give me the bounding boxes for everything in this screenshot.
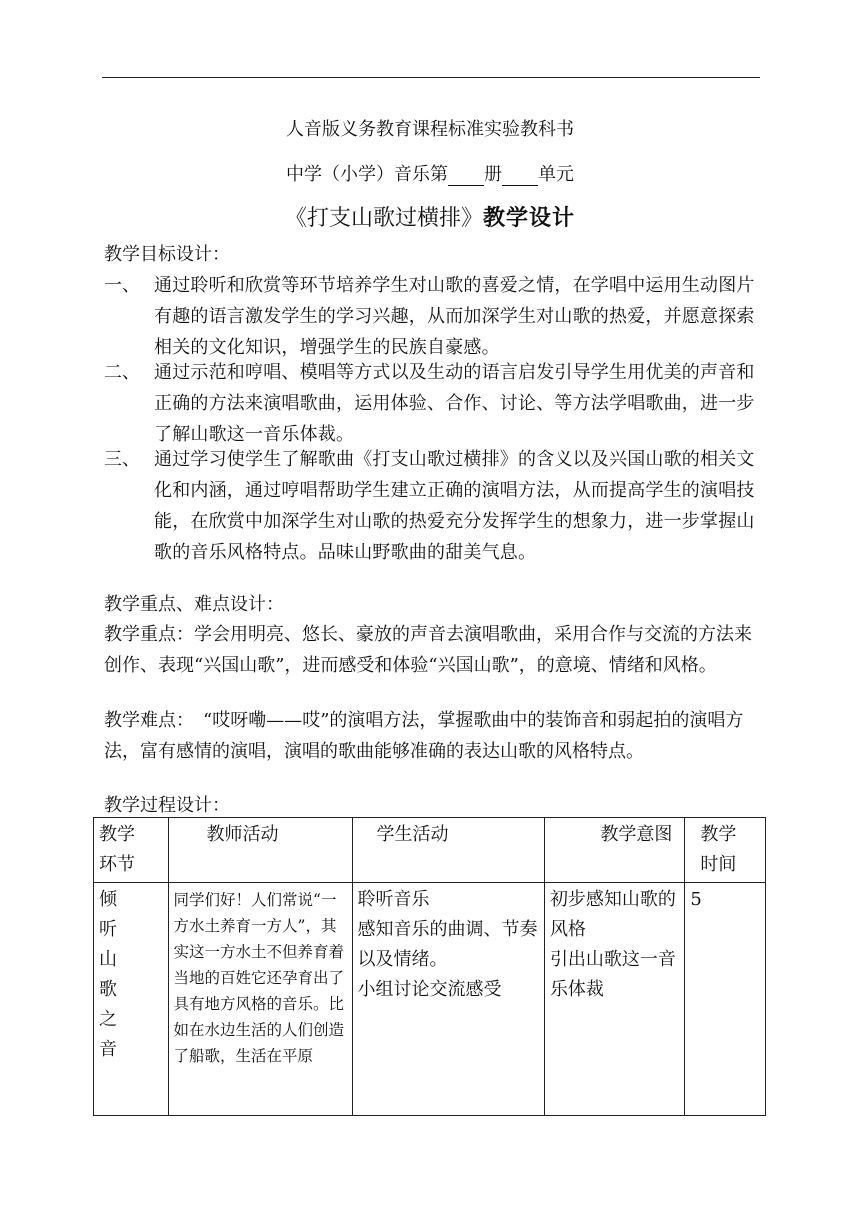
objective-text: 通过学习使学生了解歌曲《打支山歌过横排》的含义以及兴国山歌的相关文化和内涵，通过哼唱帮助学生建立正确的演唱方法，从而提高学生的演唱技能，在欣赏中加深学生对山歌的热爱充分发挥学生的想象力，进一步掌握山歌的音乐风格特点。品味山野歌曲的甜美气息。	[154, 449, 755, 563]
teaching-focus: 教学重点：学会用明亮、悠长、豪放的声音去演唱歌曲，采用合作与交流的方法来创作、表现“兴国山歌”，进而感受和体验“兴国山歌”，的意境、情绪和风格。	[104, 624, 752, 676]
process-heading: 教学过程设计：	[104, 795, 230, 816]
stage-cell	[94, 883, 169, 1116]
series-title: 人音版义务教育课程标准实验教科书	[286, 119, 574, 140]
volume-suffix: 单元	[538, 164, 574, 185]
teaching-difficulty: 教学难点： “哎呀嘞——哎”的演唱方法，掌握歌曲中的装饰音和弱起拍的演唱方法，富有感情的演唱，演唱的歌曲能够准确的表达山歌的风格特点。	[104, 710, 744, 762]
key-points-heading: 教学重点、难点设计：	[104, 594, 284, 615]
stage-text: 倾听山歌之音	[99, 889, 117, 1060]
volume-blank	[448, 167, 484, 186]
volume-mid: 册	[484, 164, 502, 185]
unit-blank	[502, 167, 538, 186]
teacher-activity-cell: 同学们好！人们常说“一方水土养育一方人”，其实这一方水土不但养育着当地的百姓它还孕育出了具有地方风格的音乐。比如在水边生活的人们创造了船歌，生活在平原	[168, 883, 352, 1116]
objective-text: 通过聆听和欣赏等环节培养学生对山歌的喜爱之情，在学唱中运用生动图片有趣的语言激发学生的学习兴趣，从而加深学生对山歌的热爱，并愿意探索相关的文化知识，增强学生的民族自豪感。	[154, 275, 755, 358]
table-header-row	[94, 818, 766, 883]
objective-item	[104, 444, 764, 568]
objective-text: 通过示范和哼唱、模唱等方式以及生动的语言启发引导学生用优美的声音和正确的方法来演唱歌曲，运用体验、合作、讨论、等方法学唱歌曲，进一步了解山歌这一音乐体裁。	[154, 362, 755, 445]
document-title	[0, 201, 860, 232]
title-suffix: 教学设计	[483, 205, 576, 231]
col-header-time: 教学时间	[685, 818, 766, 883]
col-header-intent: 教学意图	[544, 818, 684, 883]
objective-number: 二、	[104, 362, 140, 383]
volume-line	[0, 160, 860, 186]
top-rule	[102, 77, 760, 78]
objective-item	[104, 357, 764, 450]
process-table	[93, 817, 766, 1116]
col-header-teacher: 教师活动	[168, 818, 352, 883]
song-title: 《打支山歌过横排》	[284, 206, 483, 231]
col-header-stage: 教学环节	[94, 818, 169, 883]
col-header-student: 学生活动	[352, 818, 544, 883]
objective-number: 三、	[104, 449, 140, 470]
volume-prefix: 中学（小学）音乐第	[286, 164, 448, 185]
intent-cell: 初步感知山歌的风格 引出山歌这一音乐体裁	[544, 883, 684, 1116]
student-activity-cell: 聆听音乐 感知音乐的曲调、节奏以及情绪。 小组讨论交流感受	[352, 883, 544, 1116]
time-cell: 5	[685, 883, 766, 1116]
objective-item	[104, 270, 764, 363]
objective-number: 一、	[104, 275, 140, 296]
table-row	[94, 883, 766, 1116]
objectives-heading: 教学目标设计：	[104, 244, 230, 265]
